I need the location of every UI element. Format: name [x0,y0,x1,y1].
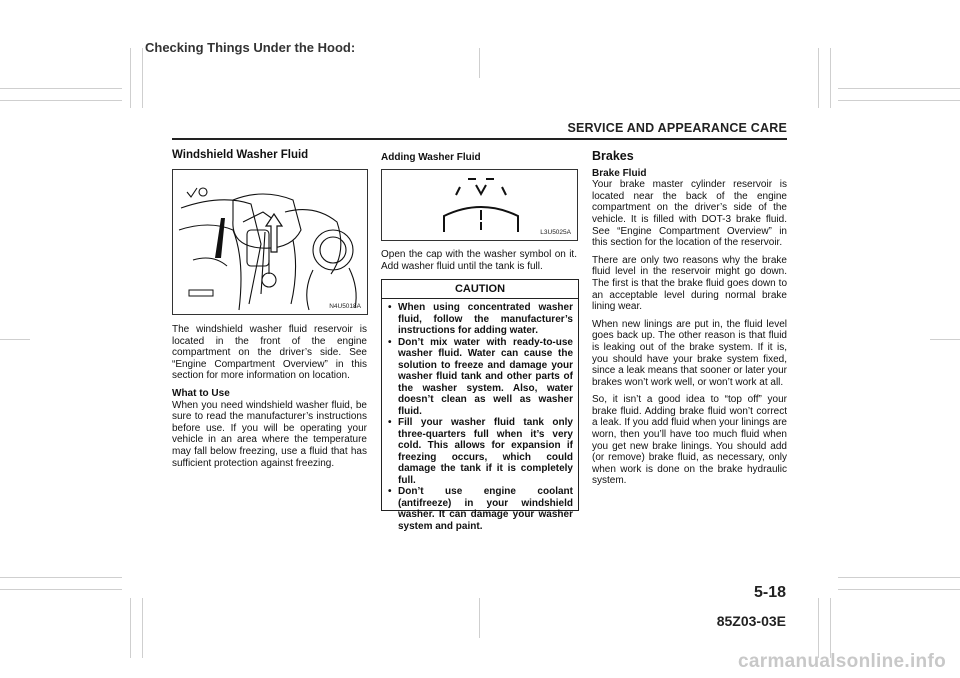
page-number: 5-18 [753,584,786,601]
what-to-use-heading: What to Use [172,387,230,399]
caution-list [382,302,578,532]
brakes-heading: Brakes [592,149,634,163]
caution-item: • Don’t use engine coolant (antifreeze) in your windshield washer. It can damage your washer system and paint. [398,486,573,532]
right-column [592,151,787,493]
header-rule [172,138,787,140]
washer-symbol-illustration [381,169,578,241]
watermark: carmanualsonline.info [738,651,946,672]
left-column-text [172,324,367,475]
caution-item: • When using concentrated washer fluid, follow the manufacturer’s instructions for adding water. [398,302,573,337]
brake-paragraph: There are only two reasons why the brake fluid level in the reservoir might go down. The first is that the brake fluid goes down to an acceptable level during normal brake lining wear. [592,254,787,313]
document-code: 85Z03-03E [716,613,786,629]
what-to-use-text: When you need windshield washer fluid, be sure to read the manufacturer’s instructions before use. If you will be operating your vehicle in an area where the temperature may fall below freezing, use a fluid that has sufficient protection against freezing. [172,399,367,469]
windshield-washer-heading: Windshield Washer Fluid [172,149,309,161]
brake-paragraph: When new linings are put in, the fluid level goes back up. The other reason is that fluid is leaking out of the brake system. If it is, you should have your brake system fixed, since a leak means that sooner or later your brakes won’t work well, or won’t work at all. [592,318,787,388]
caution-box [381,279,579,532]
washer-reservoir-drawing [173,170,367,314]
caution-item: • Fill your washer fluid tank only three-quarters full when it’s very cold. This allows for expansion if freezing occurs, which could damage the tank if it is completely full. [398,417,573,486]
section-title: SERVICE AND APPEARANCE CARE [567,121,787,135]
washer-intro-text: The windshield washer fluid reservoir is located in the front of the engine compartment on the driver’s side. See “Engine Compartment Overview” in this section for more information on location. [172,324,367,382]
caution-title: CAUTION [382,280,578,299]
brake-paragraph: Your brake master cylinder reservoir is located near the back of the engine compartment on the driver’s side of the vehicle. It is filled with DOT-3 brake fluid. See “Engine Compartment Overview” in this section for the location of the reservoir. [592,179,787,249]
middle-column-text [381,249,577,278]
caution-item: • Don’t mix water with ready-to-use washer fluid. Water can cause the solution to freeze and damage your washer fluid tank and other parts of the washer system. Also, water doesn’t clean as well as washer fluid. [398,337,573,418]
engine-bay-illustration [172,169,368,315]
adding-washer-heading: Adding Washer Fluid [381,152,481,163]
figure-label: L3U5025A [540,229,571,236]
running-head: Checking Things Under the Hood: [145,40,356,55]
figure-label: N4U5018A [329,303,361,310]
brake-paragraph: So, it isn’t a good idea to “top off” your brake fluid. Adding brake fluid won’t correct a leak. If you add fluid when your linings are worn, then you’ll have too much fluid when you get new brake linings. You should add (or remove) brake fluid, as necessary, only when work is done on the brake hydraulic system. [592,394,787,487]
brake-fluid-heading: Brake Fluid [592,167,647,179]
adding-washer-instruction: Open the cap with the washer symbol on it. Add washer fluid until the tank is full. [381,249,577,272]
left-column [172,150,367,168]
middle-column [381,152,577,164]
